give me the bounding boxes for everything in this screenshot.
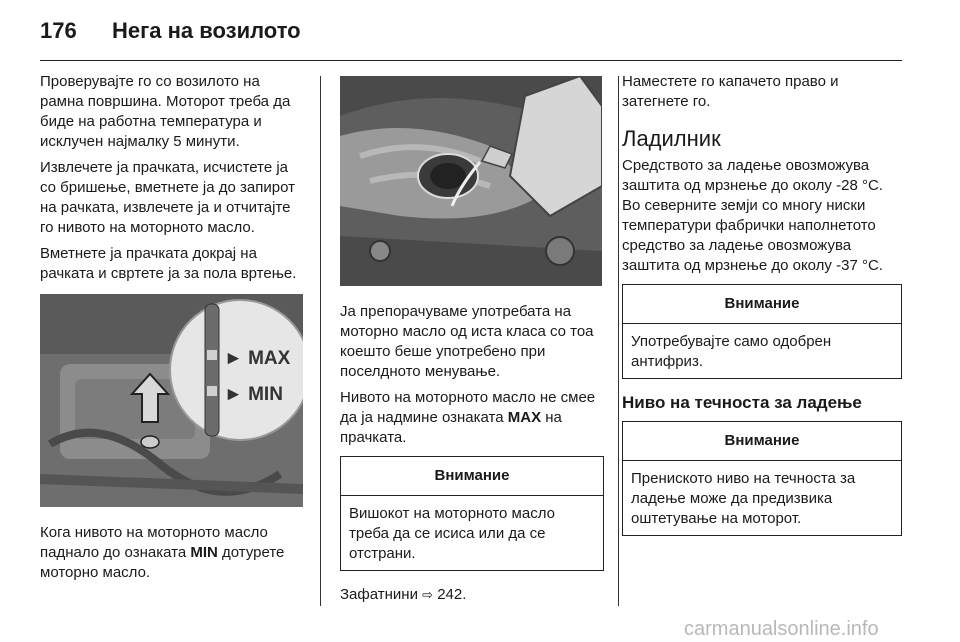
caution-box-low-coolant [622,421,902,536]
reference-page-number: 242. [433,586,467,603]
caution-title: Внимание [341,457,603,496]
column-2 [340,72,604,611]
column-3 [622,72,902,550]
page-number: 176 [40,18,77,43]
column-divider-2 [618,76,619,606]
paragraph-insert-dipstick: Вметнете ја прачката докрај на рачката и свртете ја за пола вртење. [40,245,297,282]
caution-box-antifreeze [622,284,902,379]
max-mark-text: MAX [507,409,542,426]
oil-filling-image [340,76,602,286]
paragraph-max-level: Нивото на моторното масло не смее да ја надмине ознаката MAX на прачката. [340,389,596,446]
min-mark-text: MIN [190,544,218,561]
page-title: Нега на возилото [112,18,301,43]
column-divider-1 [320,76,321,606]
page-header [40,16,900,60]
dipstick-illustration [40,294,303,507]
subsection-title-coolant-level: Ниво на течноста за ладење [622,393,862,412]
paragraph-dipstick-procedure: Извлечете ја прачката, исчистете ја со бришење, вметнете ја до запирот на рачката, извлечете ја и отчитајте го нивото на моторното масло. [40,159,295,236]
paragraph-replace-cap: Наместете го капачето право и затегнете го. [622,73,839,110]
caution-title: Внимание [623,422,901,461]
cross-reference[interactable]: Зафатнини ⇨ 242. [340,586,467,603]
paragraph-oil-recommendation: Ја препорачуваме употребата на моторно масло од иста класа со тоа коешто беше употребено при поселдното менување. [340,303,594,380]
caution-text: Вишокот на моторното масло треба да се исиса или да се отстрани. [349,505,555,562]
oil-filling-illustration [340,76,602,286]
watermark: carmanualsonline.info [684,618,879,640]
column-1 [40,72,306,589]
caution-title: Внимание [623,285,901,324]
reference-arrow-icon: ⇨ [422,587,434,602]
header-divider [40,60,902,61]
max-mark-label: ► MAX [224,348,291,369]
paragraph-coolant-protection: Средството за ладење овозможува заштита од мрзнење до околу -28 °C. Во северните земји со многу ниски температури фабрички наполнетото средство за ладење овозможува заштита од мрзнење до околу -37 °C. [622,157,883,274]
caution-box-excess-oil [340,456,604,571]
paragraph-min-level: Кога нивото на моторното масло паднало до ознаката MIN дотурете моторно масло. [40,524,285,581]
min-mark-label: ► MIN [224,384,283,405]
dipstick-image [40,294,303,507]
paragraph-check-conditions: Проверувајте го со возилото на рамна површина. Моторот треба да биде на работна температура и исклучен најмалку 5 минути. [40,73,291,150]
caution-text: Употребувајте само одобрен антифриз. [631,333,832,370]
section-title-coolant: Ладилник [622,126,721,151]
caution-text: Прениското ниво на течноста за ладење може да предизвика оштетување на моторот. [631,470,856,527]
